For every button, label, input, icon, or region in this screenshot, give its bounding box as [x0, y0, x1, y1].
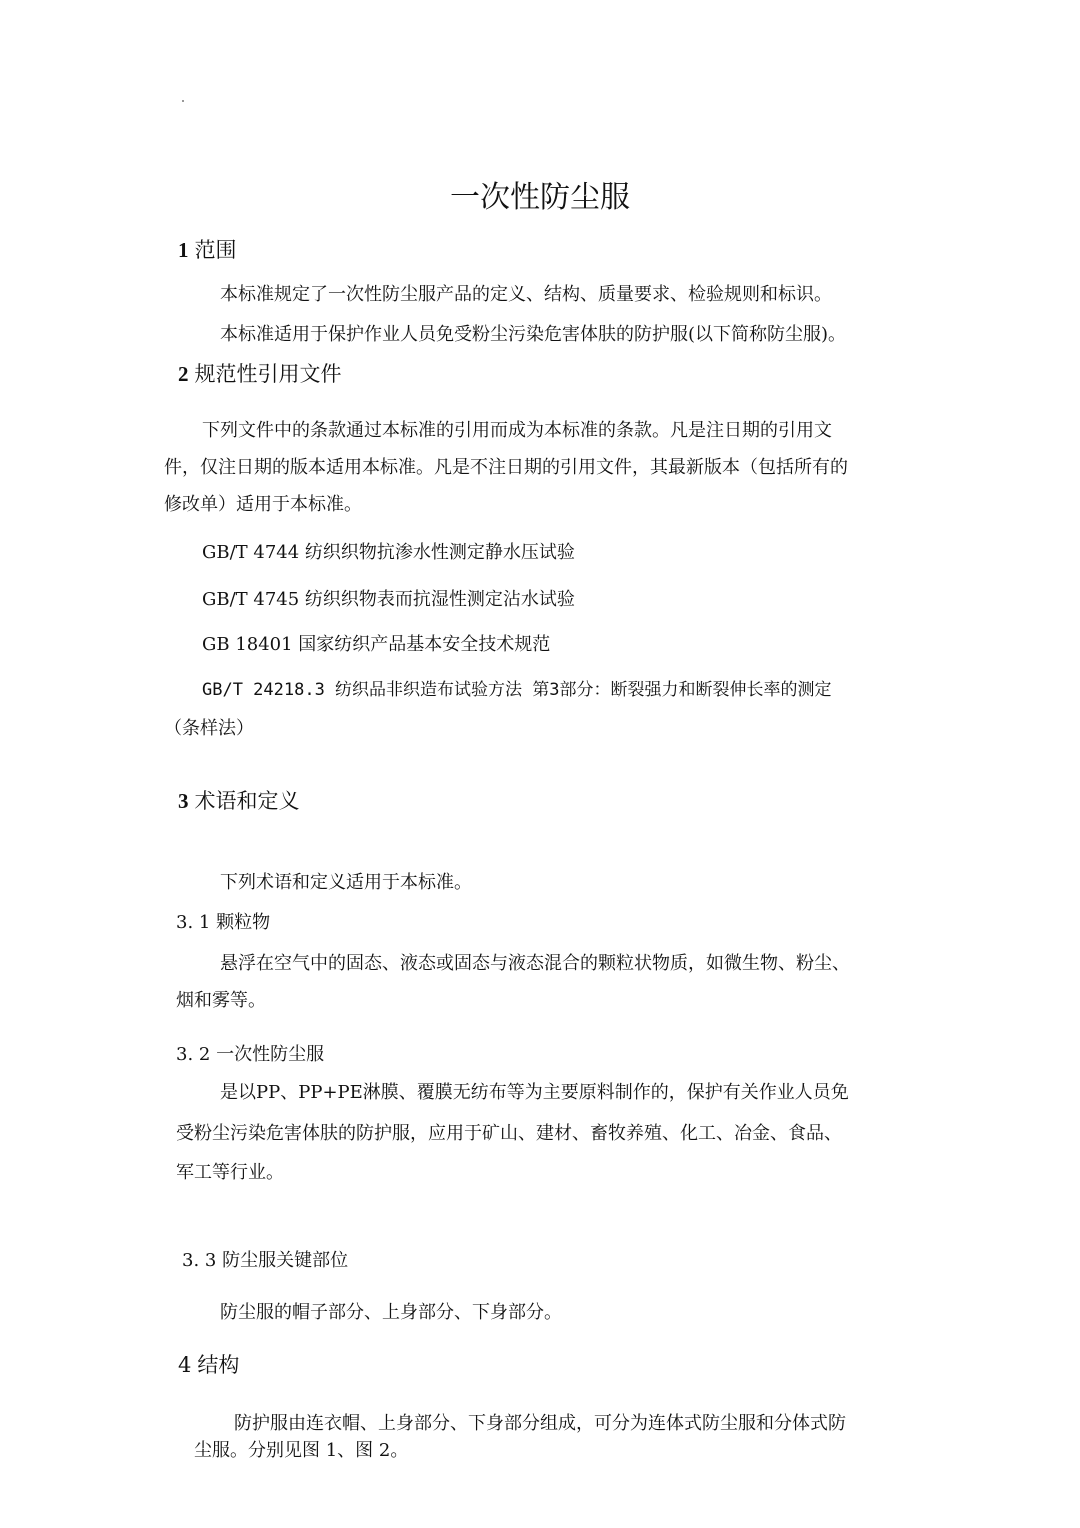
term-3-2-heading: 3. 2 一次性防尘服 [176, 1044, 325, 1065]
section-2-intro-line-3: 修改单）适用于本标准。 [164, 494, 362, 515]
section-1-paragraph-1: 本标准规定了一次性防尘服产品的定义、结构、质量要求、检验规则和标识。 [220, 284, 832, 305]
reference-gbt-4744: GB/T 4744 纺织织物抗渗水性测定静水压试验 [202, 542, 575, 563]
section-2-intro-line-1: 下列文件中的条款通过本标准的引用而成为本标准的条款。凡是注日期的引用文 [202, 420, 832, 441]
section-2-intro-line-2: 件，仅注日期的版本适用本标准。凡是不注日期的引用文件，其最新版本（包括所有的 [164, 457, 848, 478]
section-3-number: 3 [178, 789, 189, 813]
term-3-2-line-2: 受粉尘污染危害体肤的防护服，应用于矿山、建材、畜牧养殖、化工、冶金、食品、 [176, 1123, 842, 1144]
section-3-heading [178, 789, 300, 814]
section-2-heading [178, 362, 342, 387]
section-4-line-2: 尘服。分别见图 1、图 2。 [194, 1440, 409, 1461]
term-3-1-heading: 3. 1 颗粒物 [176, 912, 271, 933]
section-2-title: 规范性引用文件 [194, 362, 342, 386]
term-3-2-line-3: 军工等行业。 [176, 1162, 284, 1183]
reference-gbt-4745: GB/T 4745 纺织织物表而抗湿性测定沾水试验 [202, 589, 575, 610]
section-4-line-1: 防护服由连衣帽、上身部分、下身部分组成，可分为连体式防尘服和分体式防 [234, 1413, 846, 1434]
section-3-intro: 下列术语和定义适用于本标准。 [220, 872, 472, 893]
reference-gbt-24218-line-2: （条样法） [164, 718, 254, 739]
section-1-heading [178, 238, 237, 263]
section-1-number: 1 [178, 238, 189, 262]
term-3-1-line-2: 烟和雾等。 [176, 990, 266, 1011]
section-4-title: 结构 [197, 1353, 240, 1377]
section-4-number: 4 [178, 1353, 192, 1377]
reference-gb-18401: GB 18401 国家纺织产品基本安全技术规范 [202, 634, 551, 655]
document-title: 一次性防尘服 [450, 180, 630, 215]
term-3-1-line-1: 悬浮在空气中的固态、液态或固态与液态混合的颗粒状物质，如微生物、粉尘、 [220, 953, 850, 974]
section-3-title: 术语和定义 [194, 789, 300, 813]
term-3-3-heading: 3. 3 防尘服关键部位 [182, 1250, 349, 1271]
section-1-title: 范围 [194, 238, 237, 262]
section-4-heading [178, 1353, 239, 1378]
section-1-paragraph-2: 本标准适用于保护作业人员免受粉尘污染危害体肤的防护服(以下简称防尘服)。 [220, 324, 847, 345]
scan-speck [182, 100, 184, 102]
term-3-2-line-1: 是以PP、PP+PE淋膜、覆膜无纺布等为主要原料制作的，保护有关作业人员免 [220, 1082, 849, 1103]
section-2-number: 2 [178, 362, 189, 386]
reference-gbt-24218-line-1: GB/T 24218.3 纺织品非织造布试验方法 第3部分：断裂强力和断裂伸长率的测定 [202, 680, 832, 700]
term-3-3-line-1: 防尘服的帽子部分、上身部分、下身部分。 [220, 1302, 562, 1323]
